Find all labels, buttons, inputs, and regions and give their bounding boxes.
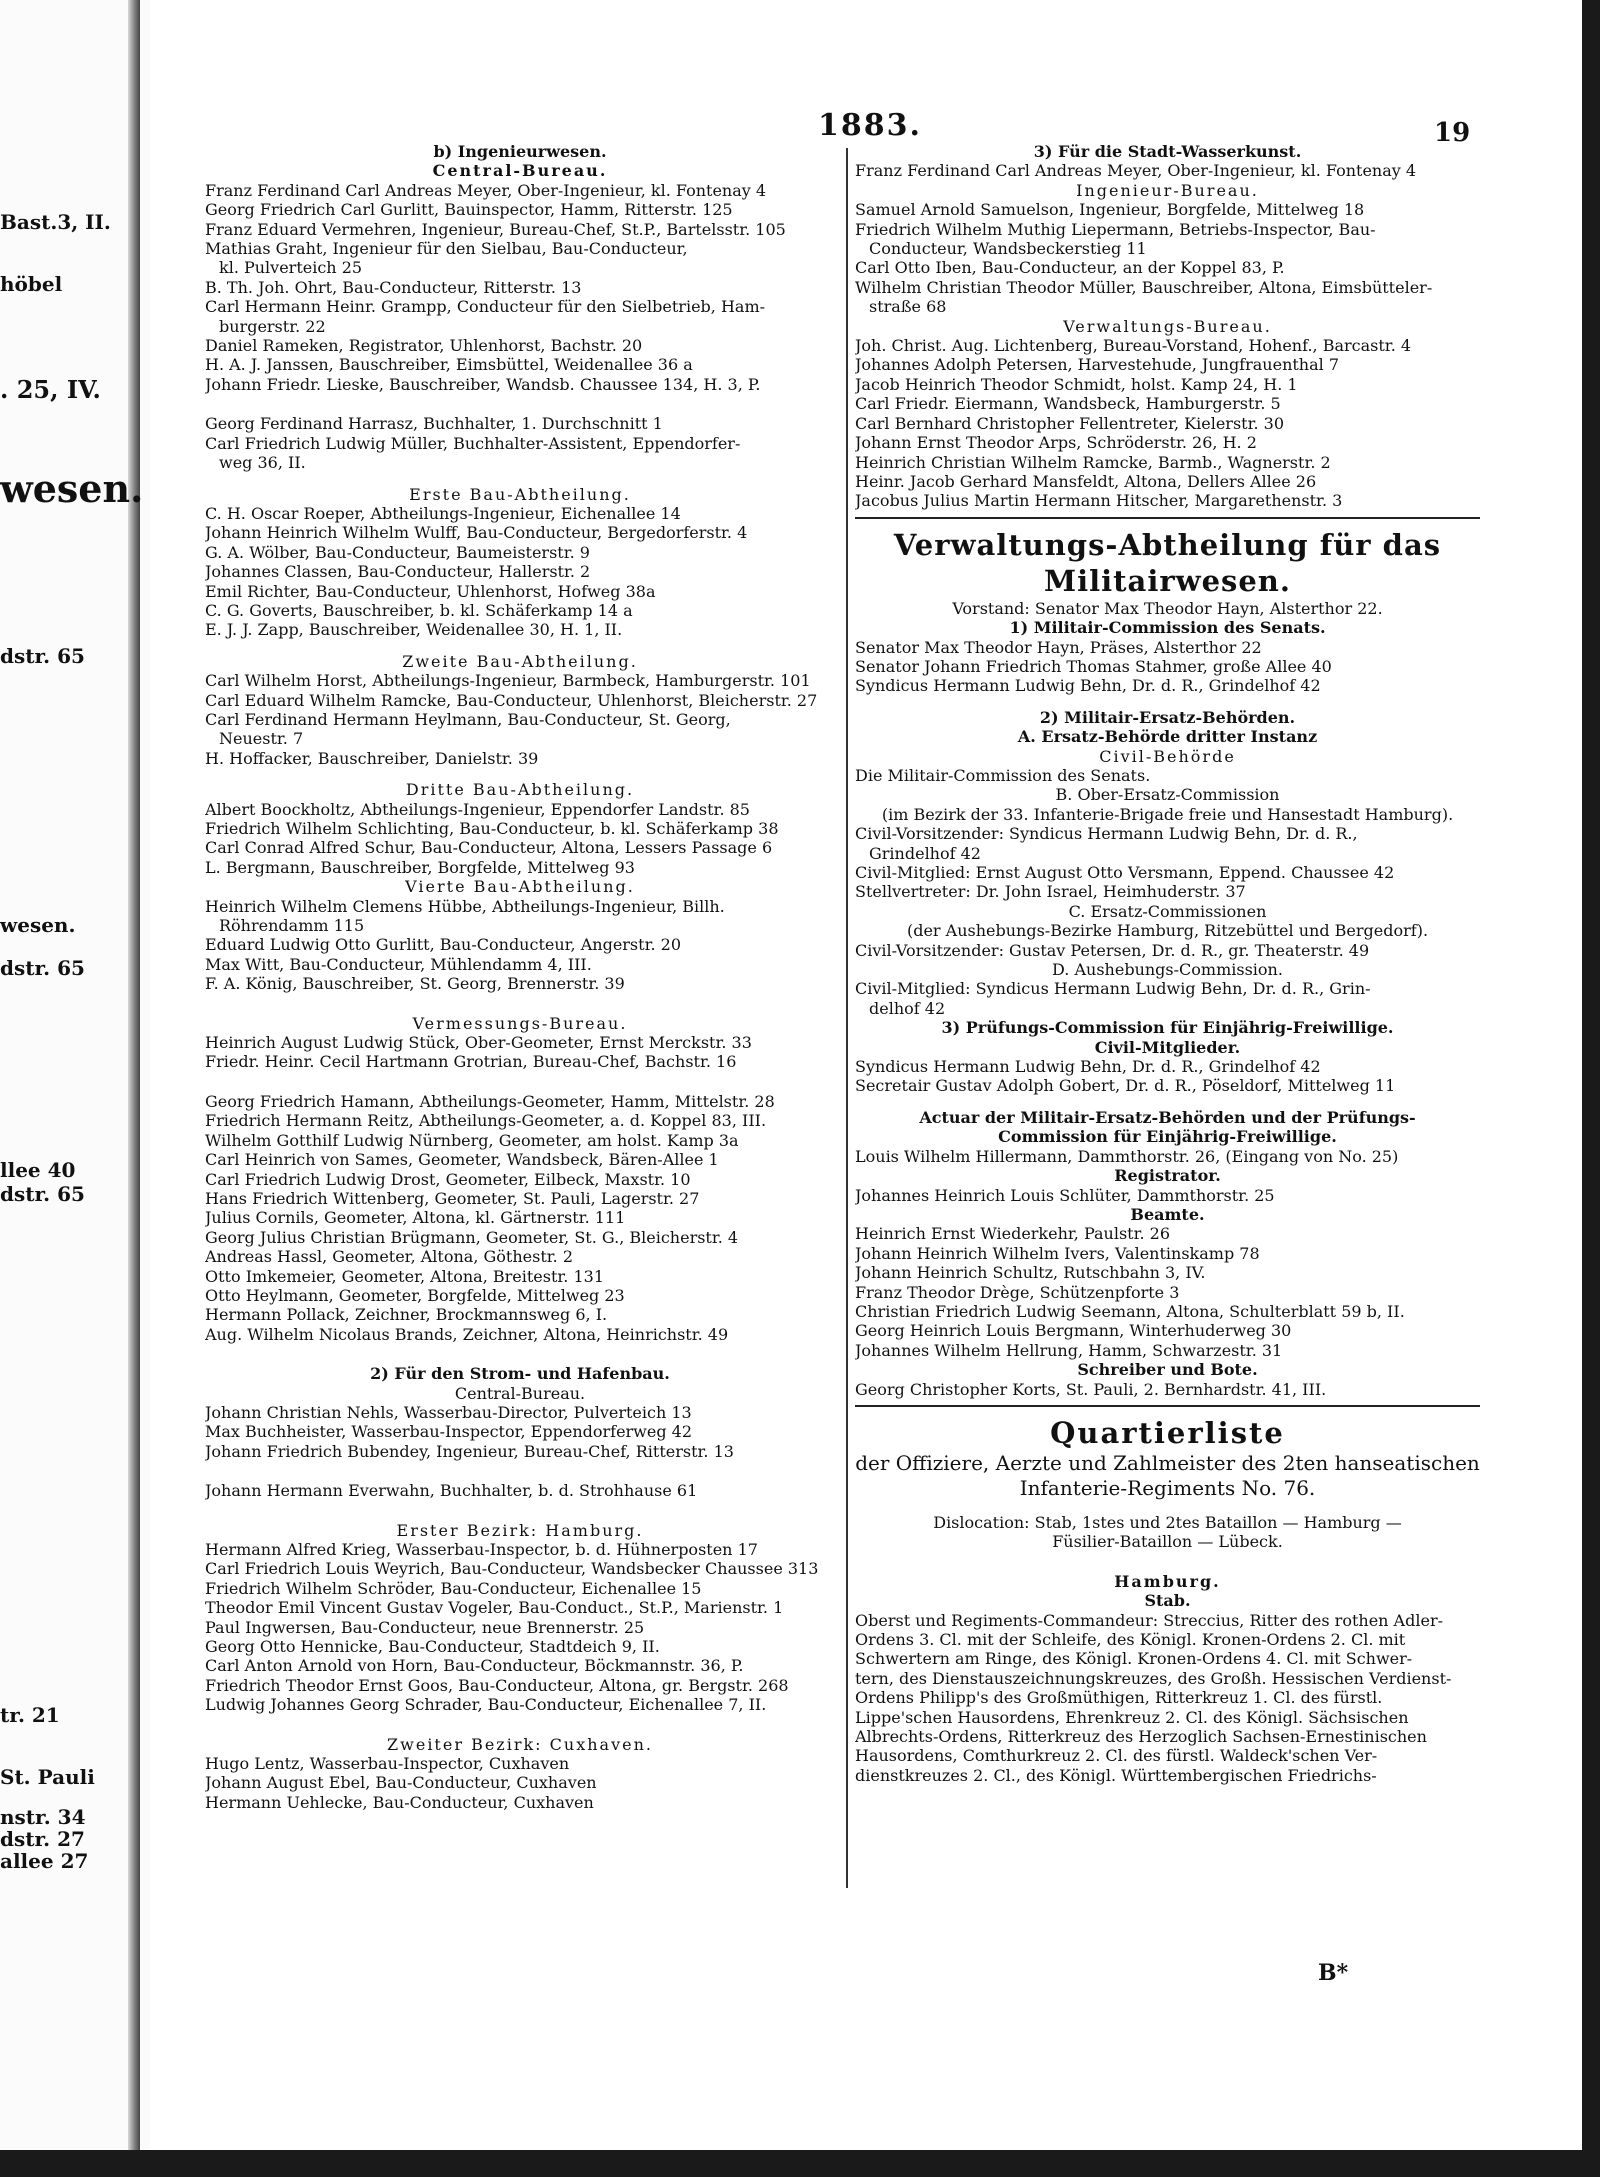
entry-line: Grindelhof 42: [869, 843, 981, 863]
entry-line: C. G. Goverts, Bauschreiber, b. kl. Schäferkamp 14 a: [205, 600, 633, 620]
entry-line: Conducteur, Wandsbeckerstieg 11: [869, 239, 1147, 259]
entry-line: Daniel Rameken, Registrator, Uhlenhorst, Bachstr. 20: [205, 336, 643, 356]
edge-text: höbel: [0, 272, 63, 296]
entry-line: Hermann Uehlecke, Bau-Conducteur, Cuxhaven: [205, 1792, 594, 1812]
page-year: 1883.: [818, 108, 922, 143]
section-heading: Hamburg.: [1114, 1571, 1221, 1591]
entry-line: Franz Eduard Vermehren, Ingenieur, Bureau-Chef, St.P., Bartelsstr. 105: [205, 219, 786, 239]
section-heading: Schreiber und Bote.: [1077, 1360, 1258, 1380]
entry-line: Heinrich August Ludwig Stück, Ober-Geometer, Ernst Merckstr. 33: [205, 1033, 752, 1053]
entry-line: Carl Friedrich Ludwig Müller, Buchhalter-Assistent, Eppendorfer-: [205, 433, 741, 453]
entry-line: Paul Ingwersen, Bau-Conducteur, neue Brennerstr. 25: [205, 1617, 645, 1637]
section-heading: Verwaltungs-Abtheilung für das: [893, 527, 1442, 562]
entry-line: Jacob Heinrich Theodor Schmidt, holst. Kamp 24, H. 1: [855, 374, 1298, 394]
entry-line: Otto Imkemeier, Geometer, Altona, Breitestr. 131: [205, 1266, 605, 1286]
page-number: 19: [1434, 118, 1471, 148]
edge-text: nstr. 34: [0, 1805, 86, 1829]
entry-line: Carl Hermann Heinr. Grampp, Conducteur für den Sielbetrieb, Ham-: [205, 297, 766, 317]
section-heading: Vierte Bau-Abtheilung.: [405, 877, 635, 897]
section-heading: Beamte.: [1130, 1204, 1205, 1224]
entry-line: weg 36, II.: [219, 453, 306, 473]
entry-line: Wilhelm Gotthilf Ludwig Nürnberg, Geometer, am holst. Kamp 3a: [205, 1130, 739, 1150]
entry-line: dienstkreuzes 2. Cl., des Königl. Württembergischen Friedrichs-: [855, 1765, 1377, 1785]
section-heading: Central-Bureau.: [454, 1383, 586, 1403]
entry-line: Franz Ferdinand Carl Andreas Meyer, Ober-Ingenieur, kl. Fontenay 4: [205, 180, 767, 200]
entry-line: Heinrich Wilhelm Clemens Hübbe, Abtheilungs-Ingenieur, Billh.: [205, 896, 725, 916]
entry-line: Aug. Wilhelm Nicolaus Brands, Zeichner, Altona, Heinrichstr. 49: [205, 1324, 729, 1344]
edge-text: dstr. 65: [0, 956, 85, 980]
entry-line: Johann Friedrich Bubendey, Ingenieur, Bureau-Chef, Ritterstr. 13: [205, 1441, 734, 1461]
entry-line: B. Th. Joh. Ohrt, Bau-Conducteur, Ritterstr. 13: [205, 277, 582, 297]
entry-line: Carl Friedrich Louis Weyrich, Bau-Conducteur, Wandsbecker Chaussee 313: [205, 1559, 819, 1579]
section-rule: [855, 517, 1480, 519]
entry-line: Hans Friedrich Wittenberg, Geometer, St. Pauli, Lagerstr. 27: [205, 1188, 700, 1208]
entry-line: Oberst und Regiments-Commandeur: Streccius, Ritter des rothen Adler-: [855, 1610, 1443, 1630]
entry-line: Johann Christian Nehls, Wasserbau-Director, Pulverteich 13: [205, 1402, 692, 1422]
entry-line: kl. Pulverteich 25: [219, 258, 363, 278]
entry-line: Johann Heinrich Schultz, Rutschbahn 3, IV.: [855, 1263, 1206, 1283]
spacer: [205, 640, 835, 652]
spacer: [205, 1344, 835, 1364]
section-heading: Ingenieur-Bureau.: [1076, 180, 1259, 200]
entry-line: Johannes Wilhelm Hellrung, Hamm, Schwarzestr. 31: [855, 1340, 1283, 1360]
entry-line: Johannes Adolph Petersen, Harvestehude, Jungfrauenthal 7: [855, 355, 1340, 375]
section-heading: A. Ersatz-Behörde dritter Instanz: [1017, 727, 1318, 747]
entry-line: Johann Ernst Theodor Arps, Schröderstr. 26, H. 2: [855, 433, 1257, 453]
entry-line: Carl Friedrich Ludwig Drost, Geometer, Eilbeck, Maxstr. 10: [205, 1169, 691, 1189]
section-heading: Quartierliste: [1050, 1415, 1285, 1450]
section-heading: der Offiziere, Aerzte und Zahlmeister des 2ten hanseatischen: [855, 1450, 1480, 1475]
entry-line: Mathias Graht, Ingenieur für den Sielbau, Bau-Conducteur,: [205, 239, 688, 259]
section-heading: Zweiter Bezirk: Cuxhaven.: [387, 1734, 653, 1754]
entry-line: Johannes Heinrich Louis Schlüter, Dammthorstr. 25: [855, 1185, 1275, 1205]
entry-line: Carl Bernhard Christopher Fellentreter, Kielerstr. 30: [855, 413, 1285, 433]
edge-text: allee 27: [0, 1849, 89, 1873]
adjacent-page-edge: [0, 0, 150, 2150]
entry-line: Jacobus Julius Martin Hermann Hitscher, Margarethenstr. 3: [855, 491, 1343, 511]
section-heading: Dritte Bau-Abtheilung.: [405, 780, 635, 800]
edge-text: tr. 21: [0, 1703, 60, 1727]
entry-line: Samuel Arnold Samuelson, Ingenieur, Borgfelde, Mittelweg 18: [855, 200, 1365, 220]
section-heading: Dislocation: Stab, 1stes und 2tes Bataillon — Hamburg —: [933, 1512, 1402, 1532]
entry-line: Hugo Lentz, Wasserbau-Inspector, Cuxhaven: [205, 1754, 570, 1774]
entry-line: Christian Friedrich Ludwig Seemann, Altona, Schulterblatt 59 b, II.: [855, 1301, 1405, 1321]
entry-line: Johann Heinrich Wilhelm Ivers, Valentinskamp 78: [855, 1243, 1260, 1263]
section-heading: Infanterie-Regiments No. 76.: [1019, 1475, 1316, 1500]
entry-line: Carl Wilhelm Horst, Abtheilungs-Ingenieur, Barmbeck, Hamburgerstr. 101: [205, 671, 811, 691]
section-heading: Civil-Mitglieder.: [1094, 1037, 1241, 1057]
entry-line: H. A. J. Janssen, Bauschreiber, Eimsbüttel, Weidenallee 36 a: [205, 355, 693, 375]
spacer: [205, 1461, 835, 1481]
scan-border-bottom: [0, 2150, 1600, 2177]
edge-text: wesen.: [0, 913, 76, 937]
entry-line: Neuestr. 7: [219, 729, 304, 749]
edge-text: wesen.: [0, 466, 144, 511]
entry-line: Ordens Philipp's des Großmüthigen, Ritterkreuz 1. Cl. des fürstl.: [855, 1688, 1383, 1708]
entry-line: Heinrich Christian Wilhelm Ramcke, Barmb., Wagnerstr. 2: [855, 452, 1331, 472]
section-heading: (der Aushebungs-Bezirke Hamburg, Ritzebüttel und Bergedorf).: [906, 921, 1429, 941]
entry-line: Emil Richter, Bau-Conducteur, Uhlenhorst, Hofweg 38a: [205, 581, 656, 601]
entry-line: Schwertern am Ringe, des Königl. Kronen-Ordens 4. Cl. mit Schwer-: [855, 1649, 1413, 1669]
spacer: [855, 1552, 1480, 1572]
entry-line: Friedrich Wilhelm Schlichting, Bau-Conducteur, b. kl. Schäferkamp 38: [205, 819, 779, 838]
entry-line: Senator Max Theodor Hayn, Präses, Alsterthor 22: [855, 637, 1262, 657]
edge-text: dstr. 27: [0, 1827, 85, 1851]
entry-line: Albert Boockholtz, Abtheilungs-Ingenieur, Eppendorfer Landstr. 85: [205, 799, 750, 819]
entry-line: Theodor Emil Vincent Gustav Vogeler, Bau-Conduct., St.P., Marienstr. 1: [205, 1598, 784, 1618]
scan-border-right: [1582, 0, 1600, 2177]
entry-line: Civil-Vorsitzender: Gustav Petersen, Dr. d. R., gr. Theaterstr. 49: [855, 940, 1370, 960]
entry-line: Carl Anton Arnold von Horn, Bau-Conducteur, Böckmannstr. 36, P.: [205, 1656, 744, 1676]
entry-line: Ludwig Johannes Georg Schrader, Bau-Conducteur, Eichenallee 7, II.: [205, 1695, 767, 1715]
entry-line: Carl Conrad Alfred Schur, Bau-Conducteur, Altona, Lessers Passage 6: [205, 838, 773, 858]
section-heading: Militairwesen.: [1043, 563, 1291, 598]
entry-line: F. A. König, Bauschreiber, St. Georg, Brennerstr. 39: [205, 974, 625, 994]
entry-line: Franz Ferdinand Carl Andreas Meyer, Ober-Ingenieur, kl. Fontenay 4: [855, 161, 1417, 181]
entry-line: Carl Otto Iben, Bau-Conducteur, an der Koppel 83, P.: [855, 258, 1285, 278]
spacer: [205, 1501, 835, 1521]
entry-line: Max Buchheister, Wasserbau-Inspector, Eppendorferweg 42: [205, 1422, 693, 1442]
column-divider: [846, 148, 848, 1888]
signature-mark: B*: [1318, 1960, 1349, 1986]
entry-line: Andreas Hassl, Geometer, Altona, Göthestr. 2: [205, 1247, 573, 1267]
entry-line: Georg Christopher Korts, St. Pauli, 2. Bernhardstr. 41, III.: [855, 1379, 1327, 1399]
section-heading: C. Ersatz-Commissionen: [1068, 901, 1267, 921]
entry-line: C. H. Oscar Roeper, Abtheilungs-Ingenieur, Eichenallee 14: [205, 503, 681, 523]
edge-text: St. Pauli: [0, 1765, 95, 1789]
spacer: [205, 394, 835, 414]
section-heading: Vermessungs-Bureau.: [412, 1013, 628, 1033]
spacer: [205, 768, 835, 780]
entry-line: straße 68: [869, 297, 947, 317]
entry-line: Wilhelm Christian Theodor Müller, Bauschreiber, Altona, Eimsbütteler-: [855, 277, 1433, 297]
entry-line: Carl Heinrich von Sames, Geometer, Wandsbeck, Bären-Allee 1: [205, 1150, 719, 1170]
entry-line: Georg Heinrich Louis Bergmann, Winterhuderweg 30: [855, 1321, 1292, 1341]
section-heading: Verwaltungs-Bureau.: [1063, 316, 1272, 336]
spacer: [855, 1096, 1480, 1108]
spacer: [205, 473, 835, 485]
entry-line: Georg Julius Christian Brügmann, Geometer, St. G., Bleicherstr. 4: [205, 1227, 739, 1247]
entry-line: Civil-Mitglied: Syndicus Hermann Ludwig Behn, Dr. d. R., Grin-: [855, 979, 1371, 999]
entry-line: Friedrich Wilhelm Schröder, Bau-Conducteur, Eichenallee 15: [205, 1578, 702, 1598]
section-heading: b) Ingenieurwesen.: [433, 142, 607, 161]
section-heading: 1) Militair-Commission des Senats.: [1009, 618, 1326, 638]
section-heading: Stab.: [1144, 1591, 1191, 1611]
section-heading: 2) Militair-Ersatz-Behörden.: [1039, 707, 1296, 727]
entry-line: Friedr. Heinr. Cecil Hartmann Grotrian, Bureau-Chef, Bachstr. 16: [205, 1052, 737, 1072]
entry-line: Lippe'schen Hausordens, Ehrenkreuz 2. Cl. des Königl. Sächsischen: [855, 1707, 1409, 1727]
spacer: [205, 994, 835, 1014]
section-heading: Actuar der Militair-Ersatz-Behörden und der Prüfungs-: [919, 1107, 1416, 1127]
entry-line: Carl Friedr. Eiermann, Wandsbeck, Hamburgerstr. 5: [855, 394, 1281, 414]
edge-text: llee 40: [0, 1158, 76, 1182]
entry-line: Otto Heylmann, Geometer, Borgfelde, Mittelweg 23: [205, 1285, 625, 1305]
spacer: [205, 1715, 835, 1735]
entry-line: Johann August Ebel, Bau-Conducteur, Cuxhaven: [205, 1773, 597, 1793]
entry-line: Johann Heinrich Wilhelm Wulff, Bau-Conducteur, Bergedorferstr. 4: [205, 523, 748, 543]
entry-line: Eduard Ludwig Otto Gurlitt, Bau-Conducteur, Angerstr. 20: [205, 935, 681, 955]
entry-line: Louis Wilhelm Hillermann, Dammthorstr. 26, (Eingang von No. 25): [855, 1146, 1399, 1166]
right-column: [855, 142, 1480, 1785]
entry-line: burgerstr. 22: [219, 316, 326, 336]
entry-line: Hermann Alfred Krieg, Wasserbau-Inspector, b. d. Hühnerposten 17: [205, 1540, 758, 1559]
entry-line: G. A. Wölber, Bau-Conducteur, Baumeisterstr. 9: [205, 542, 590, 562]
entry-line: Friedrich Hermann Reitz, Abtheilungs-Geometer, a. d. Koppel 83, III.: [205, 1111, 767, 1131]
spacer: [855, 696, 1480, 708]
entry-line: Syndicus Hermann Ludwig Behn, Dr. d. R., Grindelhof 42: [855, 676, 1321, 696]
edge-text: dstr. 65: [0, 644, 85, 668]
entry-line: H. Hoffacker, Bauschreiber, Danielstr. 39: [205, 748, 539, 768]
section-heading: Zweite Bau-Abtheilung.: [402, 651, 638, 671]
entry-line: Albrechts-Ordens, Ritterkreuz des Herzoglich Sachsen-Ernestinischen: [855, 1727, 1427, 1747]
section-heading: Civil-Behörde: [1099, 746, 1236, 766]
entry-line: Franz Theodor Drège, Schützenpforte 3: [855, 1282, 1180, 1302]
entry-line: Johann Friedr. Lieske, Bauschreiber, Wandsb. Chaussee 134, H. 3, P.: [205, 374, 761, 394]
entry-line: Secretair Gustav Adolph Gobert, Dr. d. R., Pöseldorf, Mittelweg 11: [855, 1076, 1396, 1096]
entry-line: Ordens 3. Cl. mit der Schleife, des Königl. Kronen-Ordens 2. Cl. mit: [855, 1630, 1406, 1649]
section-rule: [855, 1405, 1480, 1407]
section-heading: (im Bezirk der 33. Infanterie-Brigade freie und Hansestadt Hamburg).: [881, 804, 1454, 824]
entry-line: tern, des Dienstauszeichnungskreuzes, des Großh. Hessischen Verdienst-: [855, 1668, 1452, 1688]
edge-text: Bast.3, II.: [0, 210, 111, 234]
section-heading: 2) Für den Strom- und Hafenbau.: [370, 1364, 670, 1384]
entry-line: Hausordens, Comthurkreuz 2. Cl. des fürstl. Waldeck'schen Ver-: [855, 1746, 1378, 1766]
section-heading: Erster Bezirk: Hamburg.: [396, 1520, 644, 1540]
edge-text: . 25, IV.: [0, 375, 101, 404]
section-heading: D. Aushebungs-Commission.: [1052, 960, 1283, 980]
section-heading: 3) Für die Stadt-Wasserkunst.: [1033, 142, 1302, 161]
entry-line: Friedrich Wilhelm Muthig Liepermann, Betriebs-Inspector, Bau-: [855, 219, 1376, 239]
entry-line: Die Militair-Commission des Senats.: [855, 765, 1151, 785]
section-heading: Vorstand: Senator Max Theodor Hayn, Alsterthor 22.: [952, 598, 1383, 618]
section-heading: 3) Prüfungs-Commission für Einjährig-Freiwillige.: [941, 1018, 1394, 1038]
section-heading: B. Ober-Ersatz-Commission: [1055, 785, 1280, 805]
entry-line: Georg Otto Hennicke, Bau-Conducteur, Stadtdeich 9, II.: [205, 1637, 660, 1657]
entry-line: Stellvertreter: Dr. John Israel, Heimhuderstr. 37: [855, 882, 1246, 902]
entry-line: Max Witt, Bau-Conducteur, Mühlendamm 4, III.: [205, 954, 592, 974]
entry-line: Johann Hermann Everwahn, Buchhalter, b. d. Strohhause 61: [205, 1481, 698, 1501]
entry-line: Hermann Pollack, Zeichner, Brockmannsweg 6, I.: [205, 1305, 608, 1325]
entry-line: Röhrendamm 115: [219, 916, 365, 936]
entry-line: Julius Cornils, Geometer, Altona, kl. Gärtnerstr. 111: [205, 1208, 626, 1228]
binding-fold: [128, 0, 140, 2150]
section-heading: Erste Bau-Abtheilung.: [409, 484, 631, 504]
entry-line: Senator Johann Friedrich Thomas Stahmer, große Allee 40: [855, 656, 1332, 676]
entry-line: Friedrich Theodor Ernst Goos, Bau-Conducteur, Altona, gr. Bergstr. 268: [205, 1675, 789, 1695]
entry-line: Civil-Mitglied: Ernst August Otto Versmann, Eppend. Chaussee 42: [855, 863, 1395, 882]
entry-line: Georg Friedrich Hamann, Abtheilungs-Geometer, Hamm, Mittelstr. 28: [205, 1091, 775, 1111]
entry-line: Carl Eduard Wilhelm Ramcke, Bau-Conducteur, Uhlenhorst, Bleicherstr. 27: [205, 690, 818, 710]
entry-line: Civil-Vorsitzender: Syndicus Hermann Ludwig Behn, Dr. d. R.,: [855, 824, 1358, 844]
entry-line: Heinrich Ernst Wiederkehr, Paulstr. 26: [855, 1224, 1171, 1244]
entry-line: Syndicus Hermann Ludwig Behn, Dr. d. R., Grindelhof 42: [855, 1057, 1321, 1077]
edge-text: dstr. 65: [0, 1182, 85, 1206]
section-heading: Commission für Einjährig-Freiwillige.: [998, 1127, 1337, 1147]
entry-line: Joh. Christ. Aug. Lichtenberg, Bureau-Vorstand, Hohenf., Barcastr. 4: [855, 336, 1412, 356]
section-heading: Registrator.: [1114, 1166, 1221, 1186]
entry-line: Georg Friedrich Carl Gurlitt, Bauinspector, Hamm, Ritterstr. 125: [205, 200, 733, 220]
spacer: [855, 1501, 1480, 1513]
entry-line: L. Bergmann, Bauschreiber, Borgfelde, Mittelweg 93: [205, 857, 635, 877]
entry-line: Johannes Classen, Bau-Conducteur, Hallerstr. 2: [205, 562, 591, 582]
entry-line: Georg Ferdinand Harrasz, Buchhalter, 1. Durchschnitt 1: [205, 414, 663, 434]
section-heading: Füsilier-Bataillon — Lübeck.: [1052, 1532, 1283, 1552]
entry-line: Carl Ferdinand Hermann Heylmann, Bau-Conducteur, St. Georg,: [205, 709, 731, 729]
spacer: [205, 1072, 835, 1092]
entry-line: delhof 42: [869, 998, 946, 1018]
section-heading: Central-Bureau.: [432, 161, 608, 181]
entry-line: E. J. J. Zapp, Bauschreiber, Weidenallee 30, H. 1, II.: [205, 620, 623, 640]
entry-line: Heinr. Jacob Gerhard Mansfeldt, Altona, Dellers Allee 26: [855, 471, 1317, 491]
left-column: [205, 142, 835, 1812]
